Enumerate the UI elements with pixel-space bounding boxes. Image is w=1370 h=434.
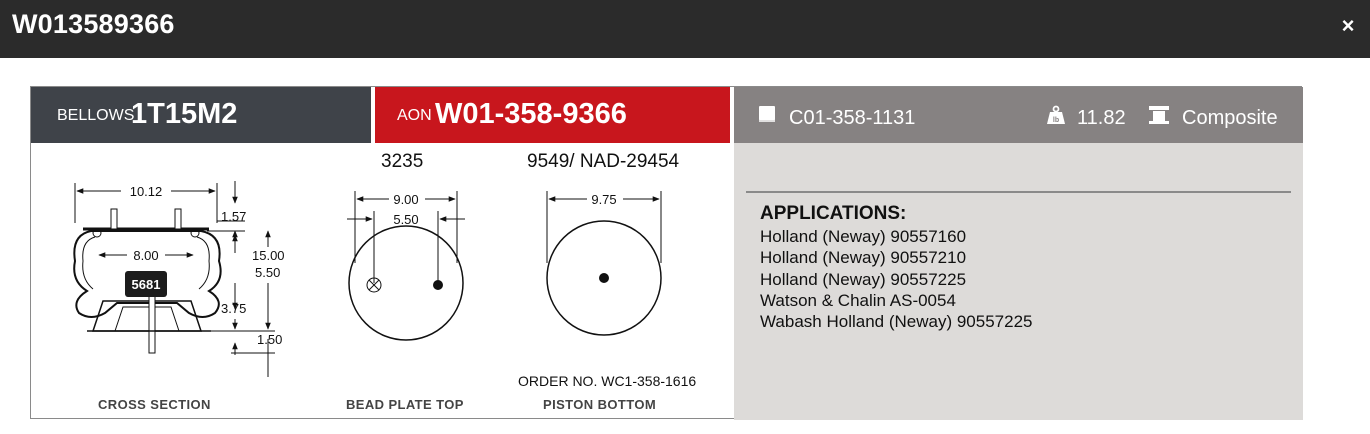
dim-base: 1.50 — [257, 332, 283, 347]
bellows-header — [31, 87, 371, 143]
bellows-value: 1T15M2 — [131, 98, 238, 130]
piston-number: 9549/ NAD-29454 — [527, 151, 680, 172]
part-icon — [758, 105, 776, 128]
applications-list — [760, 226, 1032, 332]
list-item: Wabash Holland (Neway) 90557225 — [760, 312, 1033, 332]
close-icon[interactable]: × — [1341, 13, 1355, 38]
dim-top-offset: 1.57 — [221, 209, 247, 224]
info-header — [734, 87, 1303, 143]
list-item: Holland (Neway) 90557160 — [760, 227, 967, 246]
panel-divider — [746, 191, 1291, 193]
list-item: Holland (Neway) 90557210 — [760, 248, 967, 268]
dim-piston-offset: 3.75 — [221, 301, 247, 316]
dim-height-max: 15.00 — [252, 248, 285, 263]
list-item: Holland (Neway) 90557225 — [760, 269, 967, 289]
aon-header — [375, 87, 730, 143]
list-item: Watson & Chalin AS-0054 — [760, 290, 956, 310]
title-bar — [0, 0, 1370, 58]
part-number: C01-358-1131 — [789, 107, 916, 129]
aon-label: AON — [397, 107, 432, 124]
weight-icon — [1046, 105, 1066, 130]
bead-dim-outer: 9.00 — [393, 192, 419, 207]
bead-plate-caption: BEAD PLATE TOP — [346, 397, 464, 412]
material-icon — [1148, 105, 1170, 130]
bead-dim-inner: 5.50 — [393, 212, 419, 227]
cross-section-caption: CROSS SECTION — [98, 397, 211, 412]
technical-drawings — [31, 143, 734, 420]
applications-title: APPLICATIONS: — [760, 203, 907, 224]
piston-caption: PISTON BOTTOM — [543, 397, 657, 412]
material-value: Composite — [1182, 107, 1278, 129]
window-title: W013589366 — [12, 9, 175, 39]
product-card — [30, 86, 1302, 419]
piston-drawing — [547, 191, 661, 335]
bellows-label: BELLOWS — [57, 107, 135, 124]
svg-text:lb: lb — [1052, 117, 1060, 124]
order-number: ORDER NO. WC1-358-1616 — [518, 373, 697, 389]
applications-panel — [734, 143, 1303, 420]
bead-plate-number: 3235 — [381, 151, 424, 172]
aon-value: W01-358-9366 — [435, 98, 627, 130]
piston-dim-outer: 9.75 — [591, 192, 617, 207]
dim-height-min: 5.50 — [255, 265, 281, 280]
dim-width: 10.12 — [129, 184, 163, 199]
weight-value: 11.82 — [1077, 107, 1126, 129]
dim-inner: 8.00 — [133, 248, 159, 263]
part-marker-label: 5681 — [131, 277, 161, 292]
